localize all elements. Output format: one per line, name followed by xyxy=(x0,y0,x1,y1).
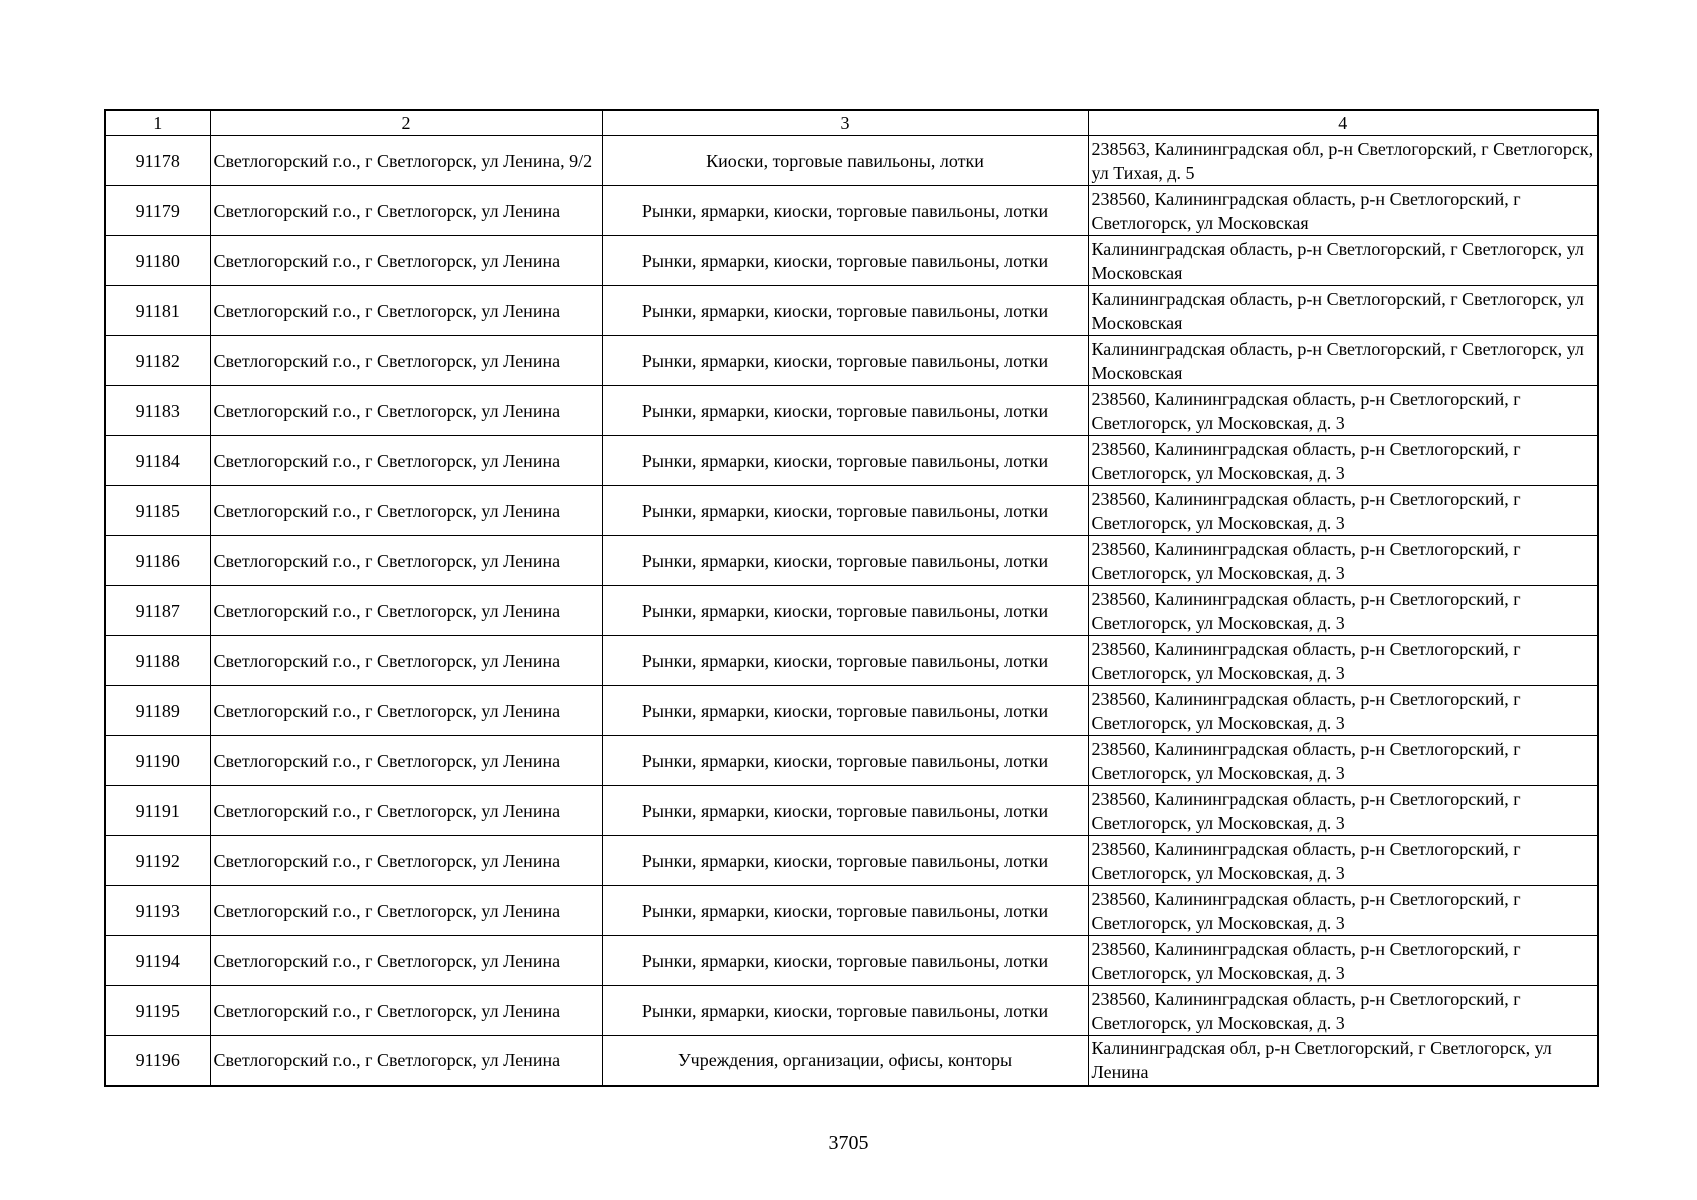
address-cell: Светлогорский г.о., г Светлогорск, ул Ленина xyxy=(210,886,602,936)
postal-address-cell: Калининградская обл, р-н Светлогорский, г Светлогорск, ул Ленина xyxy=(1088,1036,1598,1086)
object-type-cell: Рынки, ярмарки, киоски, торговые павильоны, лотки xyxy=(602,686,1088,736)
table-header xyxy=(105,110,1598,136)
table-row xyxy=(105,936,1598,986)
address-cell: Светлогорский г.о., г Светлогорск, ул Ленина xyxy=(210,286,602,336)
table-row xyxy=(105,386,1598,436)
postal-address-cell: 238560, Калининградская область, р-н Светлогорский, г Светлогорск, ул Московская, д. 3 xyxy=(1088,586,1598,636)
row-number-cell: 91195 xyxy=(105,986,210,1036)
object-type-cell: Рынки, ярмарки, киоски, торговые павильоны, лотки xyxy=(602,286,1088,336)
page-number: 3705 xyxy=(828,1132,869,1154)
object-type-cell: Учреждения, организации, офисы, конторы xyxy=(602,1036,1088,1086)
row-number-cell: 91188 xyxy=(105,636,210,686)
object-type-cell: Рынки, ярмарки, киоски, торговые павильоны, лотки xyxy=(602,936,1088,986)
registry-table xyxy=(104,109,1599,1087)
row-number-cell: 91196 xyxy=(105,1036,210,1086)
object-type-cell: Рынки, ярмарки, киоски, торговые павильоны, лотки xyxy=(602,636,1088,686)
object-type-cell: Рынки, ярмарки, киоски, торговые павильоны, лотки xyxy=(602,786,1088,836)
address-cell: Светлогорский г.о., г Светлогорск, ул Ленина xyxy=(210,786,602,836)
postal-address-cell: 238560, Калининградская область, р-н Светлогорский, г Светлогорск, ул Московская xyxy=(1088,186,1598,236)
table-row xyxy=(105,686,1598,736)
table-row xyxy=(105,1036,1598,1086)
postal-address-cell: 238560, Калининградская область, р-н Светлогорский, г Светлогорск, ул Московская, д. 3 xyxy=(1088,436,1598,486)
address-cell: Светлогорский г.о., г Светлогорск, ул Ленина xyxy=(210,186,602,236)
row-number-cell: 91191 xyxy=(105,786,210,836)
object-type-cell: Рынки, ярмарки, киоски, торговые павильоны, лотки xyxy=(602,586,1088,636)
header-col-3: 3 xyxy=(602,110,1088,136)
table-body xyxy=(105,136,1598,1086)
table-row xyxy=(105,786,1598,836)
object-type-cell: Рынки, ярмарки, киоски, торговые павильоны, лотки xyxy=(602,436,1088,486)
header-col-4: 4 xyxy=(1088,110,1598,136)
header-row xyxy=(105,110,1598,136)
postal-address-cell: 238560, Калининградская область, р-н Светлогорский, г Светлогорск, ул Московская, д. 3 xyxy=(1088,786,1598,836)
address-cell: Светлогорский г.о., г Светлогорск, ул Ленина xyxy=(210,986,602,1036)
address-cell: Светлогорский г.о., г Светлогорск, ул Ленина xyxy=(210,486,602,536)
postal-address-cell: 238560, Калининградская область, р-н Светлогорский, г Светлогорск, ул Московская, д. 3 xyxy=(1088,836,1598,886)
postal-address-cell: 238560, Калининградская область, р-н Светлогорский, г Светлогорск, ул Московская, д. 3 xyxy=(1088,736,1598,786)
table-row xyxy=(105,236,1598,286)
header-col-1: 1 xyxy=(105,110,210,136)
address-cell: Светлогорский г.о., г Светлогорск, ул Ленина xyxy=(210,836,602,886)
postal-address-cell: Калининградская область, р-н Светлогорский, г Светлогорск, ул Московская xyxy=(1088,236,1598,286)
table-row xyxy=(105,636,1598,686)
row-number-cell: 91178 xyxy=(105,136,210,186)
row-number-cell: 91186 xyxy=(105,536,210,586)
row-number-cell: 91181 xyxy=(105,286,210,336)
postal-address-cell: 238560, Калининградская область, р-н Светлогорский, г Светлогорск, ул Московская, д. 3 xyxy=(1088,886,1598,936)
postal-address-cell: Калининградская область, р-н Светлогорский, г Светлогорск, ул Московская xyxy=(1088,286,1598,336)
row-number-cell: 91193 xyxy=(105,886,210,936)
address-cell: Светлогорский г.о., г Светлогорск, ул Ленина, 9/2 xyxy=(210,136,602,186)
postal-address-cell: 238560, Калининградская область, р-н Светлогорский, г Светлогорск, ул Московская, д. 3 xyxy=(1088,986,1598,1036)
address-cell: Светлогорский г.о., г Светлогорск, ул Ленина xyxy=(210,236,602,286)
address-cell: Светлогорский г.о., г Светлогорск, ул Ленина xyxy=(210,336,602,386)
postal-address-cell: 238560, Калининградская область, р-н Светлогорский, г Светлогорск, ул Московская, д. 3 xyxy=(1088,936,1598,986)
object-type-cell: Рынки, ярмарки, киоски, торговые павильоны, лотки xyxy=(602,236,1088,286)
postal-address-cell: Калининградская область, р-н Светлогорский, г Светлогорск, ул Московская xyxy=(1088,336,1598,386)
address-cell: Светлогорский г.о., г Светлогорск, ул Ленина xyxy=(210,636,602,686)
row-number-cell: 91190 xyxy=(105,736,210,786)
table-row xyxy=(105,186,1598,236)
address-cell: Светлогорский г.о., г Светлогорск, ул Ленина xyxy=(210,386,602,436)
table-row xyxy=(105,586,1598,636)
table-row xyxy=(105,536,1598,586)
postal-address-cell: 238560, Калининградская область, р-н Светлогорский, г Светлогорск, ул Московская, д. 3 xyxy=(1088,636,1598,686)
row-number-cell: 91180 xyxy=(105,236,210,286)
table-row xyxy=(105,286,1598,336)
address-cell: Светлогорский г.о., г Светлогорск, ул Ленина xyxy=(210,436,602,486)
table-row xyxy=(105,736,1598,786)
header-col-2: 2 xyxy=(210,110,602,136)
address-cell: Светлогорский г.о., г Светлогорск, ул Ленина xyxy=(210,536,602,586)
object-type-cell: Рынки, ярмарки, киоски, торговые павильоны, лотки xyxy=(602,886,1088,936)
address-cell: Светлогорский г.о., г Светлогорск, ул Ленина xyxy=(210,1036,602,1086)
table-row xyxy=(105,886,1598,936)
row-number-cell: 91192 xyxy=(105,836,210,886)
table-row xyxy=(105,336,1598,386)
row-number-cell: 91182 xyxy=(105,336,210,386)
row-number-cell: 91189 xyxy=(105,686,210,736)
row-number-cell: 91184 xyxy=(105,436,210,486)
row-number-cell: 91183 xyxy=(105,386,210,436)
row-number-cell: 91187 xyxy=(105,586,210,636)
object-type-cell: Рынки, ярмарки, киоски, торговые павильоны, лотки xyxy=(602,736,1088,786)
row-number-cell: 91194 xyxy=(105,936,210,986)
object-type-cell: Рынки, ярмарки, киоски, торговые павильоны, лотки xyxy=(602,386,1088,436)
object-type-cell: Киоски, торговые павильоны, лотки xyxy=(602,136,1088,186)
object-type-cell: Рынки, ярмарки, киоски, торговые павильоны, лотки xyxy=(602,986,1088,1036)
object-type-cell: Рынки, ярмарки, киоски, торговые павильоны, лотки xyxy=(602,536,1088,586)
table-row xyxy=(105,436,1598,486)
postal-address-cell: 238560, Калининградская область, р-н Светлогорский, г Светлогорск, ул Московская, д. 3 xyxy=(1088,386,1598,436)
table-row xyxy=(105,136,1598,186)
table-row xyxy=(105,486,1598,536)
postal-address-cell: 238560, Калининградская область, р-н Светлогорский, г Светлогорск, ул Московская, д. 3 xyxy=(1088,536,1598,586)
address-cell: Светлогорский г.о., г Светлогорск, ул Ленина xyxy=(210,736,602,786)
postal-address-cell: 238563, Калининградская обл, р-н Светлогорский, г Светлогорск, ул Тихая, д. 5 xyxy=(1088,136,1598,186)
postal-address-cell: 238560, Калининградская область, р-н Светлогорский, г Светлогорск, ул Московская, д. 3 xyxy=(1088,686,1598,736)
table-row xyxy=(105,986,1598,1036)
address-cell: Светлогорский г.о., г Светлогорск, ул Ленина xyxy=(210,686,602,736)
address-cell: Светлогорский г.о., г Светлогорск, ул Ленина xyxy=(210,936,602,986)
object-type-cell: Рынки, ярмарки, киоски, торговые павильоны, лотки xyxy=(602,336,1088,386)
postal-address-cell: 238560, Калининградская область, р-н Светлогорский, г Светлогорск, ул Московская, д. 3 xyxy=(1088,486,1598,536)
object-type-cell: Рынки, ярмарки, киоски, торговые павильоны, лотки xyxy=(602,836,1088,886)
row-number-cell: 91185 xyxy=(105,486,210,536)
object-type-cell: Рынки, ярмарки, киоски, торговые павильоны, лотки xyxy=(602,186,1088,236)
row-number-cell: 91179 xyxy=(105,186,210,236)
table-row xyxy=(105,836,1598,886)
object-type-cell: Рынки, ярмарки, киоски, торговые павильоны, лотки xyxy=(602,486,1088,536)
address-cell: Светлогорский г.о., г Светлогорск, ул Ленина xyxy=(210,586,602,636)
